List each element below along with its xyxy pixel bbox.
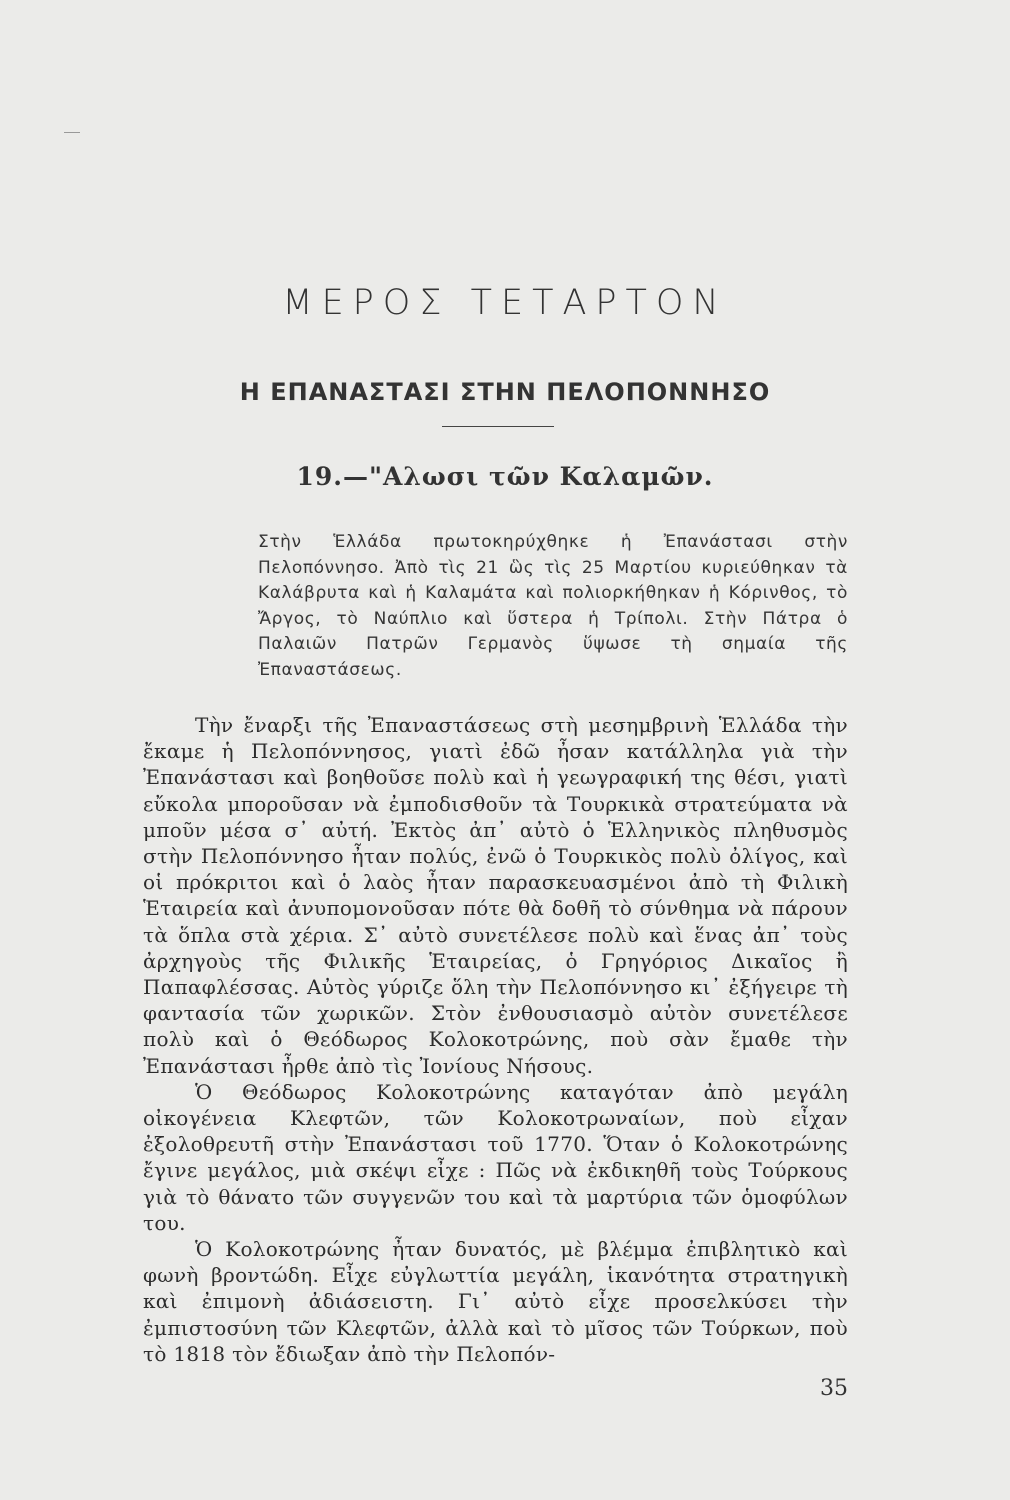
chapter-summary: Στὴν Ἑλλάδα πρωτοκηρύχθηκε ἡ Ἐπανάστασι στὴν Πελοπόννησο. Ἀπὸ τὶς 21 ὣς τὶς 25 Μαρτίου κυριεύθηκαν τὰ Καλάβρυτα καὶ ἡ Καλαμάτα καὶ πολιορκήθηκαν ἡ Κόρινθος, τὸ Ἄργος, τὸ Ναύπλιο καὶ ὕστερα ἡ Τρίπολι. Στὴν Πάτρα ὁ Παλαιῶν Πατρῶν Γερμανὸς ὕψωσε τὴ σημαία τῆς Ἐπαναστάσεως. — [258, 532, 848, 680]
part-title: ΜΕΡΟΣ ΤΕΤΑΡΤΟΝ — [282, 283, 728, 323]
paragraph: Ὁ Θεόδωρος Κολοκοτρώνης καταγόταν ἀπὸ μεγάλη οἰκογένεια Κλεφτῶν, τῶν Κολοκοτρωναίων, ποὺ εἶχαν ἐξολοθρευτῆ στὴν Ἐπανάστασι τοῦ 1770. Ὅταν ὁ Κολοκοτρώνης ἔγινε μεγάλος, μιὰ σκέψι εἶχε : Πῶς νὰ ἐκδικηθῆ τοὺς Τούρκους γιὰ τὸ θάνατο τῶν συγγενῶν του καὶ τὰ μαρτύρια τῶν ὁμοφύλων του. — [143, 1079, 848, 1235]
title-divider — [442, 426, 554, 427]
page-number: 35 — [820, 1376, 848, 1401]
margin-mark — [64, 132, 80, 133]
section-subtitle: Η ΕΠΑΝΑΣΤΑΣΙ ΣΤΗΝ ΠΕΛΟΠΟΝΝΗΣΟ — [239, 378, 771, 406]
body-text — [143, 712, 848, 1367]
paragraph: Τὴν ἔναρξι τῆς Ἐπαναστάσεως στὴ μεσημβρινὴ Ἑλλάδα τὴν ἔκαμε ἡ Πελοπόννησος, γιατὶ ἐδῶ ἦσαν κατάλληλα γιὰ τὴν Ἐπανάστασι καὶ βοηθοῦσε πολὺ καὶ ἡ γεωγραφική της θέσι, γιατὶ εὔκολα μποροῦσαν νὰ ἐμποδισθοῦν τὰ Τουρκικὰ στρατεύματα νὰ μποῦν μέσα σ᾿ αὐτή. Ἐκτὸς ἀπ᾿ αὐτὸ ὁ Ἑλληνικὸς πληθυσμὸς στὴν Πελοπόννησο ἦταν πολύς, ἐνῶ ὁ Τουρκικὸς πολὺ ὀλίγος, καὶ οἱ πρόκριτοι καὶ ὁ λαὸς ἦταν παρασκευασμένοι ἀπὸ τὴ Φιλικὴ Ἑταιρεία καὶ ἀνυπομονοῦσαν πότε θὰ δοθῆ τὸ σύνθημα νὰ πάρουν τὰ ὅπλα στὰ χέρια. Σ᾿ αὐτὸ συνετέλεσε πολὺ καὶ ἕνας ἀπ᾿ τοὺς ἀρχηγοὺς τῆς Φιλικῆς Ἑταιρείας, ὁ Γρηγόριος Δικαῖος ἢ Παπαφλέσσας. Αὐτὸς γύριζε ὅλη τὴν Πελοπόννησο κι᾿ ἐξήγειρε τὴ φαντασία τῶν χωρικῶν. Στὸν ἐνθουσιασμὸ αὐτὸν συνετέλεσε πολὺ καὶ ὁ Θεόδωρος Κολοκοτρώνης, ποὺ σὰν ἔμαθε τὴν Ἐπανάστασι ἦρθε ἀπὸ τὶς Ἰονίους Νήσους. — [143, 713, 848, 1078]
chapter-title: 19.—"Αλωσι τῶν Καλαμῶν. — [296, 462, 714, 491]
paragraph: Ὁ Κολοκοτρώνης ἦταν δυνατός, μὲ βλέμμα ἐπιβλητικὸ καὶ φωνὴ βροντώδη. Εἶχε εὐγλωττία μεγάλη, ἱκανότητα στρατηγικὴ καὶ ἐπιμονὴ ἀδιάσειστη. Γι᾿ αὐτὸ εἶχε προσελκύσει τὴν ἐμπιστοσύνη τῶν Κλεφτῶν, ἀλλὰ καὶ τὸ μῖσος τῶν Τούρκων, ποὺ τὸ 1818 τὸν ἔδιωξαν ἀπὸ τὴν Πελοπόν- — [143, 1237, 848, 1366]
